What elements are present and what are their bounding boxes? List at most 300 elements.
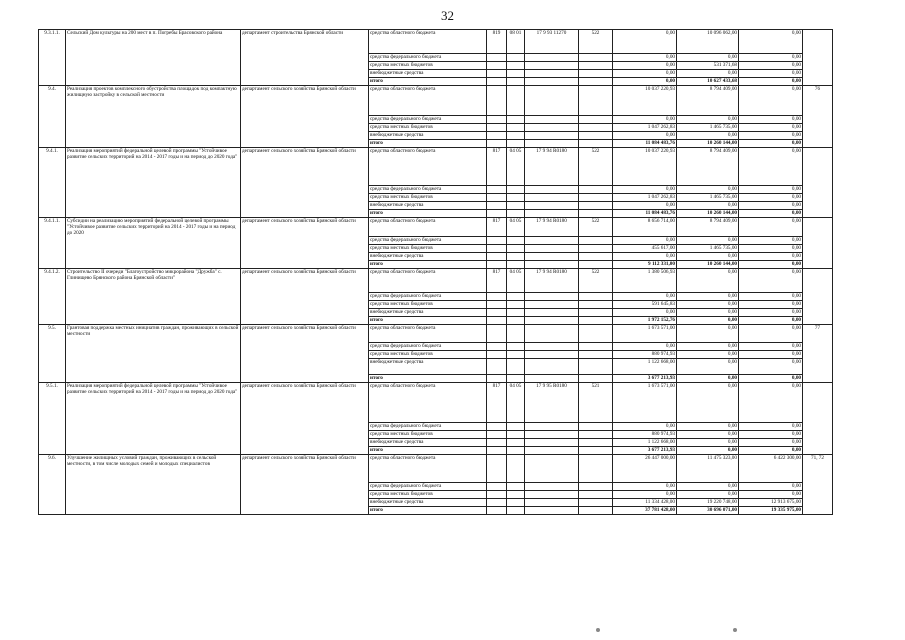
csr-code (525, 309, 579, 317)
rz-pr-code (507, 351, 525, 359)
rz-pr-code (507, 78, 525, 86)
grbs-code (487, 86, 507, 116)
amount-year-1: 37 781 428,00 (613, 507, 677, 515)
amount-year-3: 0,00 (739, 301, 803, 309)
funding-source: средства федерального бюджета (369, 116, 487, 124)
amount-year-3: 0,00 (739, 447, 803, 455)
csr-code (525, 447, 579, 455)
amount-year-1: 0,00 (613, 186, 677, 194)
amount-year-1: 1 122 668,00 (613, 439, 677, 447)
rz-pr-code (507, 293, 525, 301)
measure-code: 9.4.1.1. (39, 218, 66, 269)
funding-source: средства федерального бюджета (369, 293, 487, 301)
vr-code (579, 253, 613, 261)
vr-code (579, 309, 613, 317)
amount-year-1: 0,00 (613, 237, 677, 245)
table-row-measure (39, 325, 833, 343)
amount-year-3: 0,00 (739, 423, 803, 431)
rz-pr-code (507, 261, 525, 269)
csr-code: 17 9 94 R0180 (525, 148, 579, 186)
funding-source: итого (369, 78, 487, 86)
funding-source: средства федерального бюджета (369, 483, 487, 491)
amount-year-1: 880 974,93 (613, 351, 677, 359)
scan-dot (733, 628, 737, 632)
csr-code (525, 491, 579, 499)
budget-table (38, 29, 833, 515)
grbs-code (487, 210, 507, 218)
csr-code (525, 325, 579, 343)
table-row-measure (39, 218, 833, 237)
csr-code (525, 245, 579, 253)
amount-year-2: 8 794 409,00 (677, 148, 739, 186)
amount-year-1: 0,00 (613, 132, 677, 140)
vr-code (579, 293, 613, 301)
funding-source: средства федерального бюджета (369, 54, 487, 62)
rz-pr-code (507, 375, 525, 383)
csr-code (525, 253, 579, 261)
csr-code (525, 194, 579, 202)
amount-year-1: 1 122 668,00 (613, 359, 677, 375)
rz-pr-code (507, 439, 525, 447)
amount-year-2: 11 475 323,00 (677, 455, 739, 483)
department: департамент строительства Брянской области (241, 30, 369, 86)
grbs-code (487, 245, 507, 253)
amount-year-1: 0,00 (613, 293, 677, 301)
vr-code (579, 186, 613, 194)
grbs-code (487, 491, 507, 499)
rz-pr-code (507, 491, 525, 499)
rz-pr-code (507, 343, 525, 351)
csr-code (525, 431, 579, 439)
amount-year-1: 8 656 714,00 (613, 218, 677, 237)
rz-pr-code (507, 116, 525, 124)
amount-year-2: 0,00 (677, 431, 739, 439)
amount-year-3: 0,00 (739, 351, 803, 359)
amount-year-2: 0,00 (677, 439, 739, 447)
rz-pr-code (507, 54, 525, 62)
rz-pr-code (507, 62, 525, 70)
amount-year-1: 1 047 262,83 (613, 194, 677, 202)
grbs-code (487, 447, 507, 455)
rz-pr-code: 04 05 (507, 218, 525, 237)
amount-year-2: 8 794 409,00 (677, 218, 739, 237)
funding-source: итого (369, 375, 487, 383)
indicator-reference (803, 269, 833, 325)
amount-year-3: 0,00 (739, 140, 803, 148)
amount-year-3: 12 913 675,00 (739, 499, 803, 507)
csr-code: 17 9 95 R0180 (525, 383, 579, 423)
csr-code (525, 186, 579, 194)
amount-year-2: 1 465 735,00 (677, 245, 739, 253)
funding-source: внебюджетные средства (369, 309, 487, 317)
vr-code (579, 116, 613, 124)
amount-year-1: 0,00 (613, 423, 677, 431)
funding-source: итого (369, 261, 487, 269)
vr-code (579, 439, 613, 447)
department: департамент сельского хозяйства Брянской области (241, 86, 369, 148)
amount-year-1: 10 037 220,93 (613, 148, 677, 186)
amount-year-2: 0,00 (677, 491, 739, 499)
funding-source: средства областного бюджета (369, 325, 487, 343)
amount-year-1: 0,00 (613, 62, 677, 70)
amount-year-2: 0,00 (677, 186, 739, 194)
amount-year-3: 0,00 (739, 62, 803, 70)
funding-source: итого (369, 447, 487, 455)
amount-year-2: 10 260 144,00 (677, 261, 739, 269)
amount-year-2: 0,00 (677, 375, 739, 383)
vr-code (579, 491, 613, 499)
amount-year-1: 3 677 213,93 (613, 447, 677, 455)
amount-year-1: 0,00 (613, 70, 677, 78)
amount-year-2: 0,00 (677, 116, 739, 124)
vr-code (579, 423, 613, 431)
csr-code (525, 317, 579, 325)
vr-code (579, 431, 613, 439)
measure-code: 9.3.1.1. (39, 30, 66, 86)
grbs-code (487, 301, 507, 309)
page-number: 32 (441, 8, 454, 23)
grbs-code (487, 325, 507, 343)
csr-code (525, 499, 579, 507)
department: департамент сельского хозяйства Брянской области (241, 325, 369, 383)
measure-code: 9.5.1. (39, 383, 66, 455)
rz-pr-code (507, 70, 525, 78)
grbs-code (487, 78, 507, 86)
rz-pr-code (507, 483, 525, 491)
amount-year-1: 1 047 262,83 (613, 124, 677, 132)
amount-year-1: 26 447 000,00 (613, 455, 677, 483)
amount-year-1: 1 972 152,76 (613, 317, 677, 325)
vr-code (579, 483, 613, 491)
funding-source: внебюджетные средства (369, 202, 487, 210)
measure-name: Реализация мероприятий федеральной целевой программы "Устойчивое развитие сельских территорий на 2014 - 2017 годы и на период до 2020 года" (66, 148, 241, 218)
grbs-code (487, 253, 507, 261)
rz-pr-code: 04 05 (507, 269, 525, 293)
amount-year-1: 880 974,93 (613, 431, 677, 439)
funding-source: средства местных бюджетов (369, 491, 487, 499)
amount-year-3: 0,00 (739, 293, 803, 301)
vr-code (579, 499, 613, 507)
grbs-code (487, 431, 507, 439)
grbs-code (487, 317, 507, 325)
amount-year-2: 0,00 (677, 423, 739, 431)
table-row-measure (39, 383, 833, 423)
rz-pr-code (507, 245, 525, 253)
csr-code (525, 54, 579, 62)
amount-year-2: 0,00 (677, 301, 739, 309)
amount-year-1: 591 645,83 (613, 301, 677, 309)
vr-code (579, 351, 613, 359)
grbs-code (487, 293, 507, 301)
amount-year-3: 0,00 (739, 124, 803, 132)
grbs-code (487, 70, 507, 78)
grbs-code (487, 375, 507, 383)
amount-year-3: 0,00 (739, 343, 803, 351)
vr-code (579, 78, 613, 86)
csr-code (525, 86, 579, 116)
vr-code (579, 132, 613, 140)
amount-year-1: 11 334 428,00 (613, 499, 677, 507)
table-row-measure (39, 455, 833, 483)
vr-code: 522 (579, 30, 613, 54)
measure-name: Сельский Дом культуры на 200 мест в п. Погребы Брасовского района (66, 30, 241, 86)
funding-source: средства местных бюджетов (369, 245, 487, 253)
amount-year-2: 0,00 (677, 483, 739, 491)
amount-year-1: 0,00 (613, 309, 677, 317)
measure-name: Строительство II очереди "Благоустройство микрорайона "Дружба" с. Глинищево Брянского района Брянской области" (66, 269, 241, 325)
vr-code (579, 237, 613, 245)
grbs-code (487, 309, 507, 317)
grbs-code (487, 194, 507, 202)
amount-year-3: 0,00 (739, 359, 803, 375)
amount-year-1: 0,00 (613, 202, 677, 210)
amount-year-2: 0,00 (677, 447, 739, 455)
rz-pr-code: 04 05 (507, 383, 525, 423)
grbs-code (487, 439, 507, 447)
grbs-code: 817 (487, 218, 507, 237)
funding-source: средства местных бюджетов (369, 124, 487, 132)
amount-year-3: 0,00 (739, 431, 803, 439)
rz-pr-code (507, 499, 525, 507)
amount-year-2: 0,00 (677, 237, 739, 245)
amount-year-2: 0,00 (677, 293, 739, 301)
grbs-code (487, 499, 507, 507)
indicator-reference (803, 30, 833, 86)
vr-code: 521 (579, 383, 613, 423)
amount-year-2: 0,00 (677, 383, 739, 423)
grbs-code (487, 116, 507, 124)
vr-code: 522 (579, 148, 613, 186)
funding-source: средства местных бюджетов (369, 431, 487, 439)
csr-code (525, 78, 579, 86)
department: департамент сельского хозяйства Брянской области (241, 455, 369, 515)
funding-source: средства федерального бюджета (369, 237, 487, 245)
amount-year-1: 0,00 (613, 483, 677, 491)
grbs-code (487, 202, 507, 210)
vr-code (579, 70, 613, 78)
funding-source: внебюджетные средства (369, 132, 487, 140)
amount-year-1: 11 084 483,76 (613, 210, 677, 218)
rz-pr-code (507, 447, 525, 455)
amount-year-1: 3 677 213,93 (613, 375, 677, 383)
rz-pr-code (507, 301, 525, 309)
amount-year-1: 0,00 (613, 253, 677, 261)
amount-year-1: 11 084 483,76 (613, 140, 677, 148)
amount-year-3: 0,00 (739, 132, 803, 140)
funding-source: средства областного бюджета (369, 218, 487, 237)
amount-year-2: 531 371,68 (677, 62, 739, 70)
amount-year-1: 0,00 (613, 491, 677, 499)
amount-year-3: 0,00 (739, 383, 803, 423)
funding-source: средства областного бюджета (369, 455, 487, 483)
csr-code (525, 132, 579, 140)
measure-name: Улучшение жилищных условий граждан, проживающих в сельской местности, в том числе молодых семей и молодых специалистов (66, 455, 241, 515)
amount-year-1: 0,00 (613, 116, 677, 124)
grbs-code (487, 124, 507, 132)
csr-code (525, 70, 579, 78)
funding-source: средства областного бюджета (369, 148, 487, 186)
rz-pr-code (507, 86, 525, 116)
measure-code: 9.4.1. (39, 148, 66, 218)
amount-year-1: 1 380 506,93 (613, 269, 677, 293)
measure-code: 9.5. (39, 325, 66, 383)
csr-code (525, 124, 579, 132)
table-row-measure (39, 148, 833, 186)
rz-pr-code (507, 507, 525, 515)
amount-year-3: 0,00 (739, 491, 803, 499)
department: департамент сельского хозяйства Брянской области (241, 269, 369, 325)
csr-code (525, 439, 579, 447)
indicator-reference (803, 218, 833, 269)
amount-year-3: 6 422 300,00 (739, 455, 803, 483)
vr-code (579, 86, 613, 116)
funding-source: средства федерального бюджета (369, 423, 487, 431)
vr-code (579, 62, 613, 70)
amount-year-2: 8 794 409,00 (677, 86, 739, 116)
vr-code (579, 317, 613, 325)
funding-source: средства областного бюджета (369, 269, 487, 293)
grbs-code (487, 343, 507, 351)
grbs-code (487, 261, 507, 269)
measure-code: 9.6. (39, 455, 66, 515)
funding-source: внебюджетные средства (369, 499, 487, 507)
funding-source: итого (369, 317, 487, 325)
funding-source: средства местных бюджетов (369, 62, 487, 70)
csr-code (525, 455, 579, 483)
measure-code: 9.4.1.2. (39, 269, 66, 325)
amount-year-2: 19 220 748,00 (677, 499, 739, 507)
vr-code (579, 359, 613, 375)
amount-year-2: 10 627 433,68 (677, 78, 739, 86)
table-row-measure (39, 269, 833, 293)
amount-year-1: 1 673 571,00 (613, 325, 677, 343)
amount-year-2: 30 696 071,00 (677, 507, 739, 515)
grbs-code: 817 (487, 269, 507, 293)
scan-dot (596, 628, 600, 632)
department: департамент сельского хозяйства Брянской области (241, 148, 369, 218)
funding-source: средства областного бюджета (369, 86, 487, 116)
amount-year-3: 0,00 (739, 54, 803, 62)
rz-pr-code (507, 132, 525, 140)
vr-code (579, 210, 613, 218)
vr-code: 522 (579, 269, 613, 293)
rz-pr-code (507, 455, 525, 483)
vr-code (579, 54, 613, 62)
funding-source: внебюджетные средства (369, 359, 487, 375)
amount-year-3: 0,00 (739, 86, 803, 116)
amount-year-2: 0,00 (677, 343, 739, 351)
table-row-measure (39, 30, 833, 54)
amount-year-1: 10 037 220,93 (613, 86, 677, 116)
amount-year-2: 0,00 (677, 253, 739, 261)
vr-code (579, 140, 613, 148)
indicator-reference (803, 148, 833, 218)
amount-year-3: 0,00 (739, 253, 803, 261)
csr-code (525, 301, 579, 309)
vr-code (579, 375, 613, 383)
amount-year-2: 0,00 (677, 351, 739, 359)
vr-code (579, 507, 613, 515)
amount-year-1: 1 673 571,00 (613, 383, 677, 423)
grbs-code: 817 (487, 383, 507, 423)
csr-code (525, 237, 579, 245)
indicator-reference: 76 (803, 86, 833, 148)
funding-source: внебюджетные средства (369, 70, 487, 78)
csr-code (525, 261, 579, 269)
indicator-reference (803, 383, 833, 455)
amount-year-2: 0,00 (677, 359, 739, 375)
measure-name: Реализация мероприятий федеральной целевой программы "Устойчивое развитие сельских территорий на 2014 - 2017 годы и на период до 2020 года" (66, 383, 241, 455)
grbs-code (487, 186, 507, 194)
rz-pr-code (507, 423, 525, 431)
amount-year-1: 0,00 (613, 54, 677, 62)
funding-source: итого (369, 140, 487, 148)
amount-year-3: 0,00 (739, 483, 803, 491)
csr-code (525, 375, 579, 383)
vr-code (579, 325, 613, 343)
amount-year-1: 0,00 (613, 30, 677, 54)
csr-code (525, 293, 579, 301)
rz-pr-code: 04 05 (507, 148, 525, 186)
amount-year-2: 0,00 (677, 269, 739, 293)
department: департамент сельского хозяйства Брянской области (241, 383, 369, 455)
amount-year-3: 0,00 (739, 261, 803, 269)
rz-pr-code (507, 140, 525, 148)
amount-year-3: 0,00 (739, 309, 803, 317)
csr-code (525, 483, 579, 491)
grbs-code (487, 507, 507, 515)
grbs-code (487, 132, 507, 140)
vr-code (579, 261, 613, 269)
grbs-code (487, 62, 507, 70)
amount-year-3: 0,00 (739, 70, 803, 78)
amount-year-1: 9 112 331,00 (613, 261, 677, 269)
rz-pr-code (507, 309, 525, 317)
funding-source: средства федерального бюджета (369, 343, 487, 351)
amount-year-3: 0,00 (739, 269, 803, 293)
amount-year-3: 0,00 (739, 186, 803, 194)
rz-pr-code: 08 01 (507, 30, 525, 54)
amount-year-3: 0,00 (739, 30, 803, 54)
amount-year-2: 0,00 (677, 202, 739, 210)
amount-year-2: 0,00 (677, 309, 739, 317)
rz-pr-code (507, 124, 525, 132)
amount-year-3: 0,00 (739, 245, 803, 253)
funding-source: средства местных бюджетов (369, 194, 487, 202)
grbs-code (487, 140, 507, 148)
funding-source: итого (369, 210, 487, 218)
amount-year-2: 0,00 (677, 317, 739, 325)
rz-pr-code (507, 253, 525, 261)
amount-year-1: 0,00 (613, 78, 677, 86)
amount-year-3: 0,00 (739, 237, 803, 245)
csr-code (525, 507, 579, 515)
grbs-code: 817 (487, 148, 507, 186)
amount-year-3: 0,00 (739, 210, 803, 218)
csr-code (525, 359, 579, 375)
amount-year-2: 1 465 735,00 (677, 194, 739, 202)
rz-pr-code (507, 317, 525, 325)
amount-year-3: 0,00 (739, 218, 803, 237)
csr-code (525, 202, 579, 210)
amount-year-2: 1 465 735,00 (677, 124, 739, 132)
indicator-reference: 71, 72 (803, 455, 833, 515)
grbs-code (487, 351, 507, 359)
grbs-code (487, 237, 507, 245)
csr-code (525, 423, 579, 431)
amount-year-3: 19 335 975,00 (739, 507, 803, 515)
vr-code (579, 202, 613, 210)
